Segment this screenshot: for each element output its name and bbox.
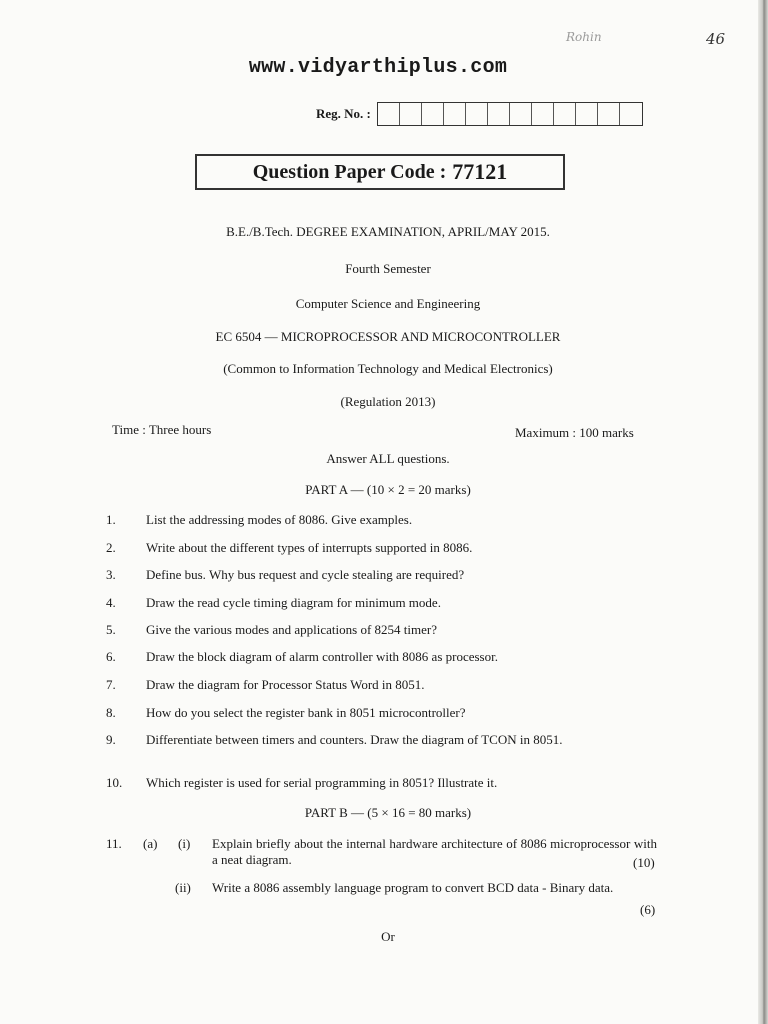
time-allowed: Time : Three hours [112, 422, 212, 437]
question-number: 4. [106, 595, 116, 610]
qp-code-label: Question Paper Code : [252, 160, 447, 183]
or-separator: Or [381, 929, 395, 944]
question-number: 8. [106, 705, 116, 720]
question-item [106, 649, 666, 664]
question-11-a-ii-label: (ii) [175, 880, 191, 895]
part-b-heading: PART B — (5 × 16 = 80 marks) [304, 805, 472, 820]
question-11-a-i-marks: (10) [633, 855, 655, 870]
question-text: Draw the read cycle timing diagram for minimum mode. [146, 595, 441, 610]
reg-box [620, 103, 642, 125]
department: Computer Science and Engineering [295, 296, 481, 311]
reg-box [378, 103, 400, 125]
part-a-heading: PART A — (10 × 2 = 20 marks) [305, 482, 471, 497]
question-number: 1. [106, 512, 116, 527]
question-number: 6. [106, 649, 116, 664]
question-number: 9. [106, 732, 116, 747]
regulation: (Regulation 2013) [340, 394, 436, 409]
reg-no-row [316, 101, 643, 126]
question-text: List the addressing modes of 8086. Give examples. [146, 512, 413, 527]
question-text: Write about the different types of interrupts supported in 8086. [146, 540, 473, 555]
reg-box [554, 103, 576, 125]
question-item [106, 677, 666, 692]
question-item [106, 732, 666, 747]
question-text: Define bus. Why bus request and cycle stealing are required? [146, 567, 465, 582]
question-text: Draw the block diagram of alarm controller with 8086 as processor. [146, 649, 498, 664]
question-number: 10. [106, 775, 123, 790]
question-text: Give the various modes and applications of 8254 timer? [146, 622, 437, 637]
reg-box [576, 103, 598, 125]
question-text: Which register is used for serial programming in 8051? Illustrate it. [146, 775, 498, 790]
question-item [106, 775, 666, 790]
exam-title: B.E./B.Tech. DEGREE EXAMINATION, APRIL/MAY 2015. [226, 224, 550, 239]
question-11-a-i-label: (i) [178, 836, 191, 851]
question-number: 7. [106, 677, 116, 692]
subject: EC 6504 — MICROPROCESSOR AND MICROCONTROLLER [215, 329, 561, 344]
question-11-a-ii-text: Write a 8086 assembly language program to convert BCD data - Binary data. [212, 880, 614, 895]
question-paper-code-box [195, 154, 565, 190]
reg-no-boxes [377, 102, 643, 126]
reg-box [422, 103, 444, 125]
question-item [106, 705, 666, 720]
question-item [106, 567, 666, 582]
qp-code-value: 77121 [452, 159, 508, 184]
question-text: Differentiate between timers and counters. Draw the diagram of TCON in 8051. [146, 732, 563, 747]
reg-box [466, 103, 488, 125]
question-number: 2. [106, 540, 116, 555]
question-11-a-ii-marks: (6) [640, 902, 656, 917]
reg-box [444, 103, 466, 125]
reg-box [488, 103, 510, 125]
question-number: 5. [106, 622, 116, 637]
question-item [106, 622, 666, 637]
question-item [106, 595, 666, 610]
question-number: 3. [106, 567, 116, 582]
reg-box [532, 103, 554, 125]
common-to: (Common to Information Technology and Medical Electronics) [223, 361, 553, 376]
reg-box [510, 103, 532, 125]
question-text: How do you select the register bank in 8051 microcontroller? [146, 705, 466, 720]
question-11-a-i-text: Explain briefly about the internal hardware architecture of 8086 microprocessor with a neat diagram. [212, 836, 657, 867]
reg-box [400, 103, 422, 125]
website-header: www.vidyarthiplus.com [248, 56, 508, 79]
reg-box [598, 103, 620, 125]
handwritten-page-number: 46 [706, 30, 726, 48]
instruction: Answer ALL questions. [326, 451, 450, 466]
maximum-marks: Maximum : 100 marks [515, 425, 634, 440]
question-11-part-a: (a) [143, 836, 158, 851]
question-11-number: 11. [106, 836, 122, 851]
paper-edge-shadow [758, 0, 768, 1024]
question-item [106, 512, 666, 527]
handwritten-name: Rohin [566, 30, 602, 44]
semester: Fourth Semester [345, 261, 431, 276]
reg-no-label: Reg. No. : [316, 105, 371, 121]
question-text: Draw the diagram for Processor Status Word in 8051. [146, 677, 425, 692]
question-item [106, 540, 666, 555]
